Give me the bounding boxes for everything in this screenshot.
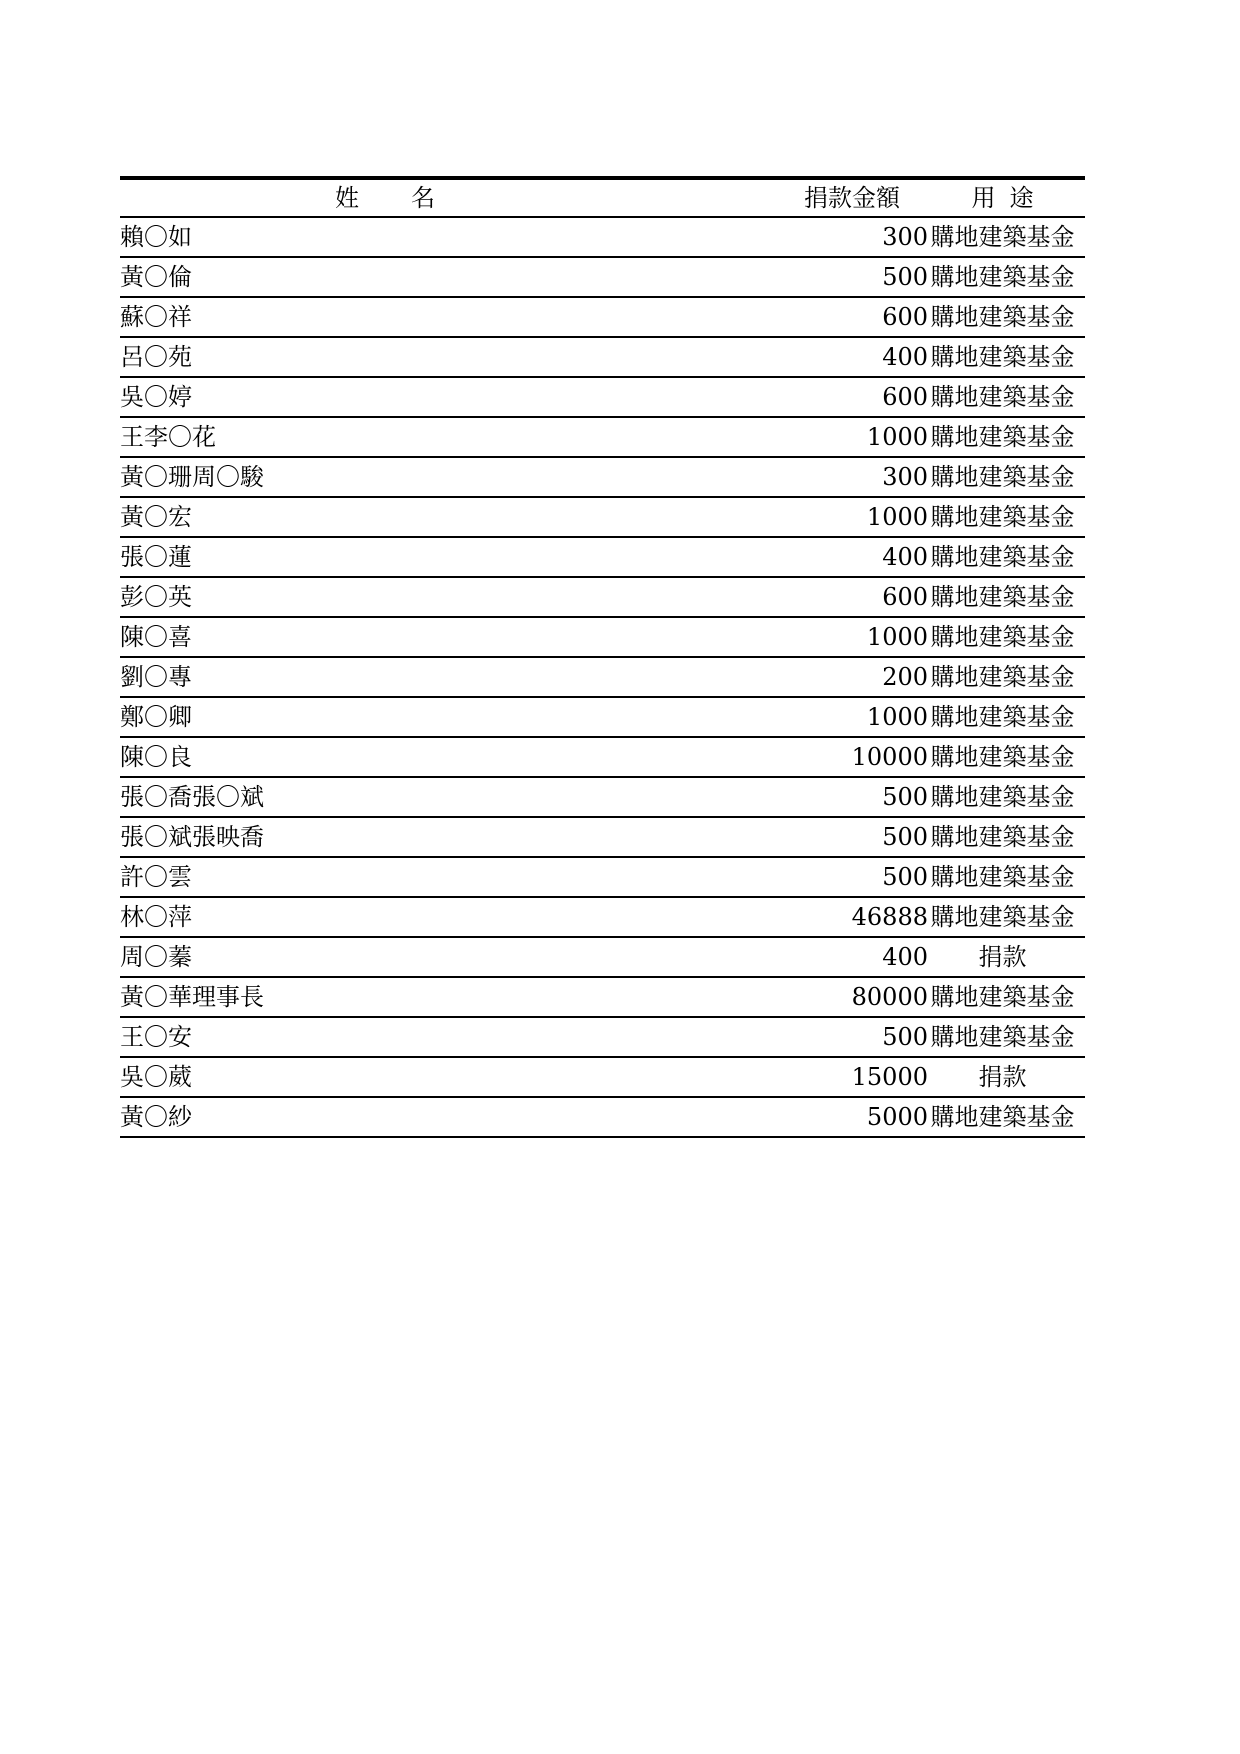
donation-amount-value: 5000 [866, 1103, 928, 1131]
table-row [120, 297, 1085, 337]
header-amount [650, 178, 920, 217]
donation-purpose: 購地建築基金 [920, 697, 1085, 737]
header-amount-label: 捐款金額 [804, 184, 900, 212]
donation-amount [650, 897, 928, 937]
donation-amount-value: 15000 [851, 1063, 928, 1091]
donation-amount-value: 80000 [851, 983, 928, 1011]
donation-amount [650, 417, 928, 457]
donation-amount [650, 1057, 928, 1097]
table-row [120, 337, 1085, 377]
table-body [120, 217, 1085, 1137]
donor-name: 張〇斌張映喬 [120, 817, 650, 857]
donation-amount [650, 377, 928, 417]
donation-amount-value: 1000 [866, 503, 928, 531]
table-row [120, 617, 1085, 657]
table-row [120, 257, 1085, 297]
donation-purpose: 購地建築基金 [920, 257, 1085, 297]
donor-name: 陳〇良 [120, 737, 650, 777]
donor-name: 陳〇喜 [120, 617, 650, 657]
donation-purpose: 購地建築基金 [920, 617, 1085, 657]
header-row [120, 178, 1085, 217]
donor-name: 王〇安 [120, 1017, 650, 1057]
donation-amount-value: 600 [882, 383, 928, 411]
donation-amount-value: 600 [882, 583, 928, 611]
donation-purpose: 購地建築基金 [920, 417, 1085, 457]
donor-name: 王李〇花 [120, 417, 650, 457]
table-row [120, 1017, 1085, 1057]
donation-amount-value: 400 [882, 343, 928, 371]
table-row [120, 817, 1085, 857]
donation-amount-value: 400 [882, 943, 928, 971]
donation-amount-value: 500 [882, 263, 928, 291]
header-name-part2: 名 [411, 184, 435, 212]
donation-amount [650, 497, 928, 537]
donor-name: 黃〇紗 [120, 1097, 650, 1137]
table-row [120, 457, 1085, 497]
donor-name: 黃〇宏 [120, 497, 650, 537]
table-row [120, 577, 1085, 617]
donation-amount [650, 697, 928, 737]
table-row [120, 937, 1085, 977]
donation-amount [650, 577, 928, 617]
donor-name: 林〇萍 [120, 897, 650, 937]
donation-amount-value: 46888 [851, 903, 928, 931]
table-row [120, 697, 1085, 737]
donation-amount [650, 457, 928, 497]
donation-purpose: 捐款 [920, 937, 1085, 977]
donation-amount-value: 300 [882, 223, 928, 251]
donation-amount [650, 1097, 928, 1137]
table-row [120, 537, 1085, 577]
donation-purpose: 購地建築基金 [920, 857, 1085, 897]
donation-amount-value: 500 [882, 823, 928, 851]
donation-amount [650, 977, 928, 1017]
donation-purpose: 購地建築基金 [920, 737, 1085, 777]
table-row [120, 897, 1085, 937]
header-name [120, 178, 650, 217]
donor-name: 吳〇葳 [120, 1057, 650, 1097]
header-purpose-part2: 途 [1009, 184, 1034, 212]
donation-purpose: 購地建築基金 [920, 377, 1085, 417]
table-header [120, 178, 1085, 217]
donation-purpose: 購地建築基金 [920, 337, 1085, 377]
donor-name: 張〇喬張〇斌 [120, 777, 650, 817]
donation-amount [650, 297, 928, 337]
donation-amount-value: 500 [882, 783, 928, 811]
donation-amount-value: 300 [882, 463, 928, 491]
donation-amount-value: 1000 [866, 423, 928, 451]
header-purpose [920, 178, 1085, 217]
donation-purpose: 購地建築基金 [920, 817, 1085, 857]
donation-purpose: 購地建築基金 [920, 897, 1085, 937]
table-row [120, 777, 1085, 817]
donor-name: 呂〇苑 [120, 337, 650, 377]
donor-name: 黃〇華理事長 [120, 977, 650, 1017]
donation-amount-value: 600 [882, 303, 928, 331]
table-row [120, 1097, 1085, 1137]
donor-name: 吳〇婷 [120, 377, 650, 417]
donation-amount [650, 777, 928, 817]
table-row [120, 977, 1085, 1017]
header-purpose-part1: 用 [971, 184, 996, 212]
donation-purpose: 購地建築基金 [920, 777, 1085, 817]
donation-amount [650, 817, 928, 857]
header-name-part1: 姓 [335, 184, 359, 212]
donation-purpose: 購地建築基金 [920, 1017, 1085, 1057]
donation-purpose: 購地建築基金 [920, 1097, 1085, 1137]
donation-amount [650, 1017, 928, 1057]
donation-purpose: 捐款 [920, 1057, 1085, 1097]
donor-name: 蘇〇祥 [120, 297, 650, 337]
donation-amount-value: 500 [882, 863, 928, 891]
table-row [120, 1057, 1085, 1097]
donation-amount [650, 537, 928, 577]
donor-name: 黃〇倫 [120, 257, 650, 297]
table-row [120, 737, 1085, 777]
donor-name: 彭〇英 [120, 577, 650, 617]
table-row [120, 377, 1085, 417]
donation-amount [650, 657, 928, 697]
donor-name: 許〇雲 [120, 857, 650, 897]
donation-purpose: 購地建築基金 [920, 577, 1085, 617]
donation-amount-value: 1000 [866, 703, 928, 731]
donation-purpose: 購地建築基金 [920, 217, 1085, 257]
donor-name: 鄭〇卿 [120, 697, 650, 737]
donation-amount-value: 400 [882, 543, 928, 571]
donation-purpose: 購地建築基金 [920, 977, 1085, 1017]
donation-purpose: 購地建築基金 [920, 657, 1085, 697]
donation-amount [650, 617, 928, 657]
donor-name: 黃〇珊周〇駿 [120, 457, 650, 497]
donation-amount [650, 337, 928, 377]
donor-name: 周〇蓁 [120, 937, 650, 977]
donation-purpose: 購地建築基金 [920, 537, 1085, 577]
donation-amount [650, 217, 928, 257]
donation-amount [650, 257, 928, 297]
donor-name: 賴〇如 [120, 217, 650, 257]
table-row [120, 497, 1085, 537]
donation-amount [650, 857, 928, 897]
donation-amount-value: 200 [882, 663, 928, 691]
donation-purpose: 購地建築基金 [920, 297, 1085, 337]
table-row [120, 657, 1085, 697]
table-row [120, 217, 1085, 257]
donation-amount [650, 737, 928, 777]
donation-amount-value: 500 [882, 1023, 928, 1051]
donation-amount-value: 10000 [851, 743, 928, 771]
donation-amount [650, 937, 928, 977]
donation-purpose: 購地建築基金 [920, 457, 1085, 497]
donor-name: 劉〇專 [120, 657, 650, 697]
table-row [120, 857, 1085, 897]
table-row [120, 417, 1085, 457]
donation-purpose: 購地建築基金 [920, 497, 1085, 537]
donor-name: 張〇蓮 [120, 537, 650, 577]
donation-amount-value: 1000 [866, 623, 928, 651]
donation-table [120, 176, 1085, 1138]
